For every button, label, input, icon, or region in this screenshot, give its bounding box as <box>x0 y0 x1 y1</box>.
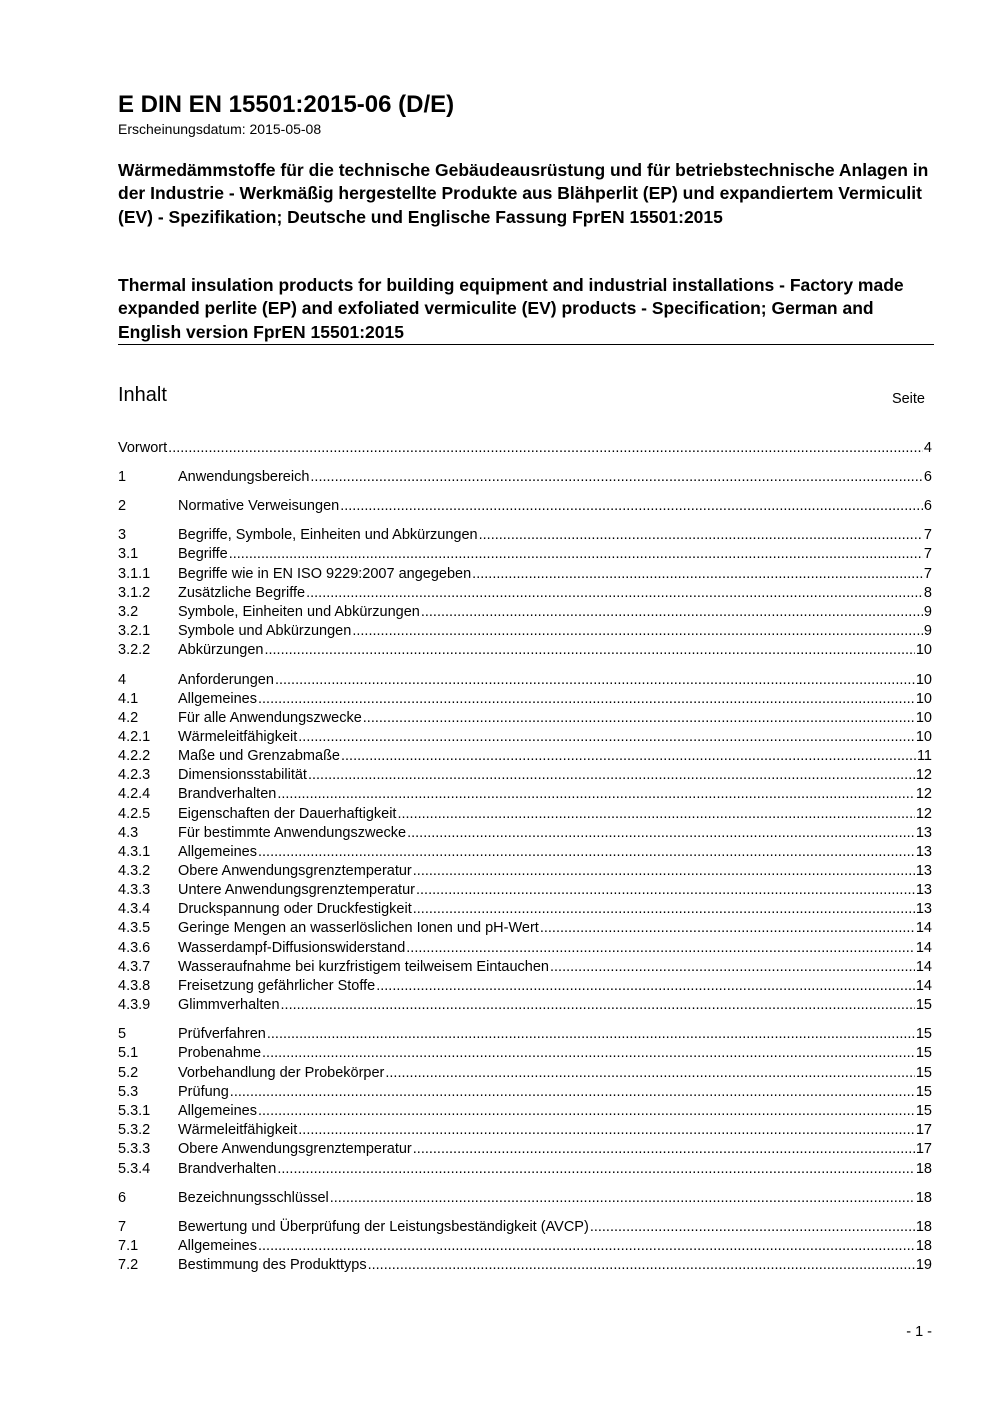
toc-entry-number: 2 <box>118 498 127 514</box>
toc-entry-number: 4.2.1 <box>118 729 151 745</box>
toc-entry-number: 7.1 <box>118 1238 139 1254</box>
toc-dot-leader <box>340 497 923 516</box>
toc-entry-title: Wasserdampf-Diffusionswiderstand <box>178 940 406 956</box>
toc-entry[interactable] <box>118 1044 932 1063</box>
toc-entry-page: 15 <box>915 1026 932 1042</box>
toc-entry-title: Allgemeines <box>178 691 257 707</box>
toc-entry[interactable] <box>118 1218 932 1237</box>
toc-entry-page: 8 <box>923 585 932 601</box>
toc-entry[interactable] <box>118 805 932 824</box>
toc-entry-title: Prüfverfahren <box>178 1026 266 1042</box>
toc-entry-title: Begriffe <box>178 546 228 562</box>
toc-entry-page: 15 <box>915 1045 932 1061</box>
toc-entry-page: 13 <box>915 882 932 898</box>
toc-dot-leader <box>277 1160 915 1179</box>
toc-entry-title: Allgemeines <box>178 1238 257 1254</box>
toc-dot-leader <box>306 584 923 603</box>
toc-entry-title: Geringe Mengen an wasserlöslichen Ionen und pH-Wert <box>178 920 539 936</box>
toc-dot-leader <box>264 641 914 660</box>
toc-entry-number: 5.3 <box>118 1084 139 1100</box>
toc-dot-leader <box>413 862 915 881</box>
toc-entry-page: 10 <box>915 710 932 726</box>
toc-entry-title: Anforderungen <box>178 672 274 688</box>
toc-dot-leader <box>281 996 915 1015</box>
toc-dot-leader <box>479 526 923 545</box>
toc-entry-page: 6 <box>923 498 932 514</box>
toc-entry[interactable] <box>118 996 932 1015</box>
toc-dot-leader <box>258 1102 915 1121</box>
toc-entry-number: 5.3.1 <box>118 1103 151 1119</box>
toc-entry-page: 9 <box>923 623 932 639</box>
toc-entry[interactable] <box>118 1140 932 1159</box>
toc-dot-leader <box>413 900 915 919</box>
toc-entry-title: Brandverhalten <box>178 1161 277 1177</box>
toc-entry-page: 19 <box>915 1257 932 1273</box>
toc-entry-title: Brandverhalten <box>178 786 277 802</box>
toc-entry-title: Bezeichnungsschlüssel <box>178 1190 329 1206</box>
toc-dot-leader <box>363 709 915 728</box>
toc-entry-number: 4.3.2 <box>118 863 151 879</box>
publication-date: Erscheinungsdatum: 2015-05-08 <box>118 121 322 137</box>
toc-entry-page: 14 <box>915 978 932 994</box>
toc-entry-title: Obere Anwendungsgrenztemperatur <box>178 863 412 879</box>
toc-entry[interactable] <box>118 1189 932 1208</box>
toc-entry-page: 18 <box>915 1238 932 1254</box>
toc-entry-number: 4.3.8 <box>118 978 151 994</box>
page-number: - 1 - <box>906 1324 932 1340</box>
toc-entry-title: Druckspannung oder Druckfestigkeit <box>178 901 412 917</box>
toc-dot-leader <box>258 843 915 862</box>
toc-dot-leader <box>341 747 916 766</box>
toc-entry-number: 4.3.6 <box>118 940 151 956</box>
toc-entry-number: 4.3.4 <box>118 901 151 917</box>
toc-entry-number: 5.3.3 <box>118 1141 151 1157</box>
toc-entry-page: 13 <box>915 825 932 841</box>
toc-entry[interactable] <box>118 565 932 584</box>
toc-entry-page: 18 <box>915 1161 932 1177</box>
toc-entry[interactable] <box>118 843 932 862</box>
toc-dot-leader <box>230 1083 915 1102</box>
toc-entry-number: 4.3.1 <box>118 844 151 860</box>
toc-entry-number: 1 <box>118 469 127 485</box>
toc-entry-title: Prüfung <box>178 1084 229 1100</box>
toc-entry[interactable] <box>118 690 932 709</box>
toc-dot-leader <box>168 439 923 458</box>
toc-entry-title: Freisetzung gefährlicher Stoffe <box>178 978 376 994</box>
toc-entry-number: 4.3 <box>118 825 139 841</box>
toc-entry-title: Obere Anwendungsgrenztemperatur <box>178 1141 412 1157</box>
toc-entry-number: 3.2.2 <box>118 642 151 658</box>
toc-entry-page: 18 <box>915 1219 932 1235</box>
toc-entry-title: Symbole und Abkürzungen <box>178 623 352 639</box>
toc-entry[interactable] <box>118 603 932 622</box>
toc-entry-page: 10 <box>915 691 932 707</box>
toc-entry-page: 17 <box>915 1122 932 1138</box>
title-german: Wärmedämmstoffe für die technische Gebäudeausrüstung und für betriebstechnische Anlagen in der Industrie - Werkmäßig hergestellte Produkte aus Blähperlit (EP) und expandiertem Vermiculit (EV) - Spezifikation; Deutsche und Englische Fassung FprEN 15501:2015 <box>118 160 929 227</box>
toc-dot-leader <box>308 766 915 785</box>
toc-entry[interactable] <box>118 958 932 977</box>
toc-entry[interactable] <box>118 728 932 747</box>
toc-dot-leader <box>352 622 923 641</box>
toc-entry-title: Wärmeleitfähigkeit <box>178 729 298 745</box>
toc-entry[interactable] <box>118 584 932 603</box>
toc-entry-page: 10 <box>915 729 932 745</box>
toc-entry[interactable] <box>118 939 932 958</box>
toc-dot-leader <box>550 958 915 977</box>
toc-entry-number: 7.2 <box>118 1257 139 1273</box>
toc-entry[interactable] <box>118 1121 932 1140</box>
toc-entry-title: Probenahme <box>178 1045 262 1061</box>
toc-entry[interactable] <box>118 671 932 690</box>
toc-entry-title: Für bestimmte Anwendungszwecke <box>178 825 407 841</box>
toc-entry-number: 4.3.3 <box>118 882 151 898</box>
toc-entry[interactable] <box>118 766 932 785</box>
toc-dot-leader <box>298 728 915 747</box>
toc-entry[interactable] <box>118 881 932 900</box>
toc-entry-page: 17 <box>915 1141 932 1157</box>
toc-entry-title: Abkürzungen <box>178 642 264 658</box>
toc-entry-number: 4.2.4 <box>118 786 151 802</box>
toc-entry-title: Vorbehandlung der Probekörper <box>178 1065 385 1081</box>
toc-entry-number: 4.3.5 <box>118 920 151 936</box>
toc-entry[interactable] <box>118 1256 932 1275</box>
toc-entry-page: 6 <box>923 469 932 485</box>
toc-dot-leader <box>406 939 915 958</box>
toc-entry-title: Untere Anwendungsgrenztemperatur <box>178 882 415 898</box>
toc-entry[interactable] <box>118 747 932 766</box>
toc-entry[interactable] <box>118 1237 932 1256</box>
toc-dot-leader <box>262 1044 915 1063</box>
title-english: Thermal insulation products for building equipment and industrial installations - Factory made expanded perlite (EP) and exfoliated vermiculite (EV) products - Specification; German and English version FprEN 15501:2015 <box>118 275 904 342</box>
toc-entry[interactable] <box>118 439 932 458</box>
toc-page-column-label: Seite <box>891 391 925 407</box>
toc-dot-leader <box>472 565 923 584</box>
toc-entry-number: 5.3.2 <box>118 1122 151 1138</box>
toc-entry-title: Wasseraufnahme bei kurzfristigem teilweisem Eintauchen <box>178 959 549 975</box>
toc-entry[interactable] <box>118 1064 932 1083</box>
toc-dot-leader <box>229 545 923 564</box>
toc-entry-page: 12 <box>915 767 932 783</box>
toc-entry[interactable] <box>118 1083 932 1102</box>
toc-entry-number: 3.1 <box>118 546 139 562</box>
toc-entry-page: 7 <box>923 546 932 562</box>
toc-entry[interactable] <box>118 1160 932 1179</box>
toc-entry-title: Begriffe, Symbole, Einheiten und Abkürzungen <box>178 527 478 543</box>
toc-dot-leader <box>421 603 923 622</box>
toc-entry[interactable] <box>118 468 932 487</box>
toc-entry-title: Anwendungsbereich <box>178 469 310 485</box>
toc-entry[interactable] <box>118 862 932 881</box>
toc-entry-page: 10 <box>915 672 932 688</box>
toc-entry[interactable] <box>118 1102 932 1121</box>
toc-entry-title: Bestimmung des Produkttyps <box>178 1257 367 1273</box>
toc-entry[interactable] <box>118 622 932 641</box>
toc-entry-page: 10 <box>915 642 932 658</box>
toc-entry-number: 3.2 <box>118 604 139 620</box>
toc-entry-page: 12 <box>915 806 932 822</box>
toc-dot-leader <box>540 919 915 938</box>
toc-entry-number: 6 <box>118 1190 127 1206</box>
toc-entry[interactable] <box>118 709 932 728</box>
toc-entry[interactable] <box>118 526 932 545</box>
toc-dot-leader <box>416 881 915 900</box>
toc-entry-title: Für alle Anwendungszwecke <box>178 710 362 726</box>
toc-entry[interactable] <box>118 545 932 564</box>
toc-entry-page: 15 <box>915 1084 932 1100</box>
toc-entry-number: 3.1.2 <box>118 585 151 601</box>
toc-entry-page: 15 <box>915 1065 932 1081</box>
toc-entry[interactable] <box>118 919 932 938</box>
toc-entry-page: 13 <box>915 863 932 879</box>
toc-dot-leader <box>368 1256 915 1275</box>
toc-entry-title: Glimmverhalten <box>178 997 280 1013</box>
toc-entry-number: 4.2.3 <box>118 767 151 783</box>
toc-entry-number: 3 <box>118 527 127 543</box>
toc-heading: Inhalt <box>118 384 167 406</box>
toc-entry[interactable] <box>118 824 932 843</box>
toc-entry-number: 4.3.9 <box>118 997 151 1013</box>
title-divider <box>118 344 934 345</box>
toc-dot-leader <box>298 1121 915 1140</box>
toc-entry[interactable] <box>118 785 932 804</box>
toc-entry-page: 14 <box>915 920 932 936</box>
toc-entry-title: Symbole, Einheiten und Abkürzungen <box>178 604 420 620</box>
toc-entry-title: Allgemeines <box>178 1103 257 1119</box>
toc-dot-leader <box>397 805 914 824</box>
toc-dot-leader <box>407 824 915 843</box>
toc-entry-number: 4.2.5 <box>118 806 151 822</box>
toc-entry-page: 7 <box>923 566 932 582</box>
toc-entry[interactable] <box>118 641 932 660</box>
toc-dot-leader <box>258 690 915 709</box>
toc-entry-number: 5.3.4 <box>118 1161 151 1177</box>
toc-entry-page: 7 <box>923 527 932 543</box>
toc-dot-leader <box>267 1025 915 1044</box>
toc-entry-page: 12 <box>915 786 932 802</box>
toc-entry-number: 5 <box>118 1026 127 1042</box>
toc-dot-leader <box>275 671 915 690</box>
toc-entry-number: 7 <box>118 1219 127 1235</box>
toc-entry-title: Begriffe wie in EN ISO 9229:2007 angegeben <box>178 566 472 582</box>
toc-dot-leader <box>376 977 915 996</box>
toc-entry-title: Zusätzliche Begriffe <box>178 585 306 601</box>
toc-entry-page: 18 <box>915 1190 932 1206</box>
toc-entry-title: Dimensionsstabilität <box>178 767 307 783</box>
toc-entry-number: 4.2 <box>118 710 139 726</box>
toc-entry-number: 3.2.1 <box>118 623 151 639</box>
toc-entry-page: 14 <box>915 959 932 975</box>
toc-entry-page: 4 <box>923 440 932 456</box>
toc-entry-page: 13 <box>915 844 932 860</box>
document-title: E DIN EN 15501:2015-06 (D/E) <box>118 91 455 118</box>
toc-dot-leader <box>277 785 915 804</box>
toc-entry-number: 4.3.7 <box>118 959 151 975</box>
toc-entry[interactable] <box>118 497 932 516</box>
toc-entry-page: 9 <box>923 604 932 620</box>
toc-entry-title: Vorwort <box>118 440 168 456</box>
toc-entry[interactable] <box>118 977 932 996</box>
toc-entry-title: Normative Verweisungen <box>178 498 340 514</box>
toc-entry-number: 5.1 <box>118 1045 139 1061</box>
toc-dot-leader <box>590 1218 915 1237</box>
toc-entry-page: 11 <box>916 748 932 764</box>
toc-dot-leader <box>310 468 923 487</box>
toc-dot-leader <box>413 1140 915 1159</box>
toc-dot-leader <box>385 1064 914 1083</box>
toc-entry-number: 5.2 <box>118 1065 139 1081</box>
toc-entry-number: 3.1.1 <box>118 566 151 582</box>
toc-entry-page: 15 <box>915 1103 932 1119</box>
toc-entry-title: Bewertung und Überprüfung der Leistungsbeständigkeit (AVCP) <box>178 1219 589 1235</box>
toc-entry-number: 4.1 <box>118 691 139 707</box>
toc-entry-page: 14 <box>915 940 932 956</box>
toc-entry-page: 13 <box>915 901 932 917</box>
toc-entry-title: Eigenschaften der Dauerhaftigkeit <box>178 806 397 822</box>
toc-entry-number: 4.2.2 <box>118 748 151 764</box>
toc-entry-title: Wärmeleitfähigkeit <box>178 1122 298 1138</box>
toc-entry-title: Maße und Grenzabmaße <box>178 748 340 764</box>
toc-entry[interactable] <box>118 1025 932 1044</box>
toc-entry-title: Allgemeines <box>178 844 257 860</box>
toc-entry[interactable] <box>118 900 932 919</box>
toc-entry-number: 4 <box>118 672 127 688</box>
toc-entry-page: 15 <box>915 997 932 1013</box>
toc-dot-leader <box>258 1237 915 1256</box>
toc-dot-leader <box>330 1189 915 1208</box>
